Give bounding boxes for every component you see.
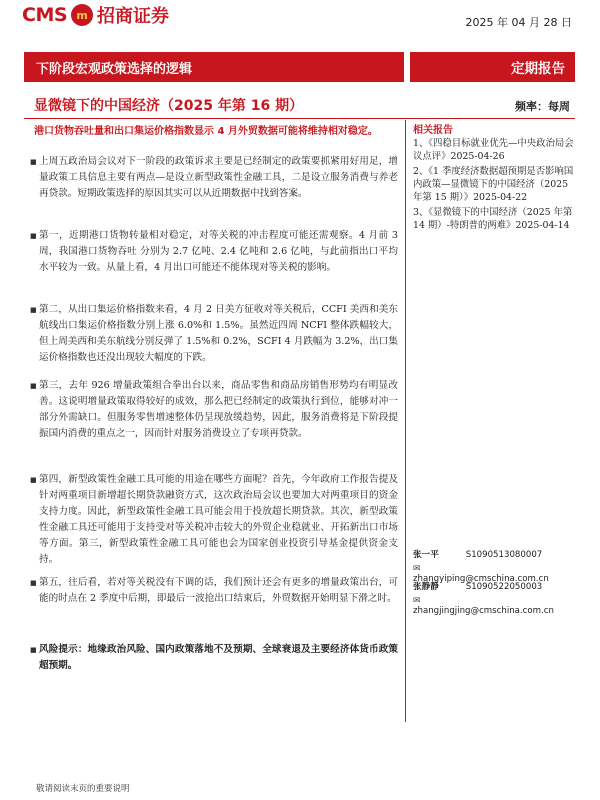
analyst-name: 张一平 (413, 550, 439, 560)
bullet-square-icon: ■ (30, 579, 37, 587)
analyst-email[interactable]: zhangyiping@cmschina.com.cn (413, 574, 549, 584)
bullet-text: 第二，从出口集运价格指数来看，4 月 2 日美方征收对等关税后，CCFI 美西和美东航线出口集运价格指数分别上涨 6.0%和 1.5%。虽然近四周 NCFI 整体跌幅较大，但上周美西和美东航线分别反弹了 1.5%和 0.2%，SCFI 4 月跌幅为 3.2%，出口集运价格指数也还没出现较大幅度的下跌。 (39, 304, 398, 363)
bullet-square-icon: ■ (30, 158, 37, 166)
analyst-name-row (413, 548, 542, 560)
bullet-text: 第一，近期港口货物转量相对稳定，对等关税的冲击程度可能还需观察。4 月前 3 周，我国港口货物吞吐 分别为 2.7 亿吨、2.4 亿吨和 2.6 亿吨，与此前指出口平均水平较为一致。从量上看，4 月出口可能还不能体现对等关税的影响。 (39, 230, 398, 273)
logo-mark-icon: m (71, 4, 93, 26)
related-reports-title: 相关报告 (413, 125, 453, 136)
bullet-paragraph (30, 228, 398, 276)
email-icon: ✉ (413, 596, 421, 606)
report-frequency: 频率：每周 (515, 100, 570, 113)
bullet-text: 上周五政治局会议对下一阶段的政策诉求主要是已经制定的政策要抓紧用好用足，增量政策工具信息主要有两点—是设立新型政策性金融工具，二是设立服务消费与养老再贷款。短期政策选择的原因其实可以从近期数据中找到答案。 (39, 156, 398, 199)
bullet-text: 第五，往后看，若对等关税没有下调的话，我们预计还会有更多的增量政策出台，可能的时点在 2 季度中后期，即最后一波抢出口结束后，外贸数据开始明显下滑之时。 (39, 577, 398, 604)
bullet-paragraph (30, 575, 398, 607)
bullet-paragraph (30, 154, 398, 202)
risk-warning (30, 642, 398, 674)
company-logo (22, 2, 169, 28)
footer-disclaimer: 敬请阅读末页的重要说明 (36, 784, 130, 794)
bullet-text: 第四，新型政策性金融工具可能的用途在哪些方面呢？首先，今年政府工作报告提及针对两重项目新增超长期贷款融资方式，这次政治局会议也要加大对两重项目的资金支持力度。因此，新型政策性金融工具可能会用于投放超长期贷款。其次，新型政策性金融工具还可能用于支持受对等关税冲击较大的外贸企业稳就业、开拓新出口市场等方面。第三，新型政策性金融工具可能也会为国家创业投资引导基金提供资金支持。 (39, 474, 398, 565)
bullet-square-icon: ■ (30, 382, 37, 390)
title-divider (24, 118, 575, 119)
analyst-email[interactable]: zhangjingjing@cmschina.com.cn (413, 606, 554, 616)
related-report-item[interactable]: 1、《四稳目标就业优先—中央政治局会议点评》2025-04-26 (413, 138, 574, 162)
bullet-paragraph (30, 378, 398, 442)
analyst-name: 张静静 (413, 582, 439, 592)
analyst-email-row (413, 596, 600, 616)
bullet-square-icon: ■ (30, 232, 37, 240)
logo-chinese-text: 招商证券 (97, 6, 170, 27)
analyst-cert-number: S1090522050003 (465, 582, 543, 592)
report-type-banner: 定期报告 (410, 52, 575, 82)
logo-latin-text: CMS (22, 4, 68, 26)
related-report-item[interactable]: 3、《显微镜下的中国经济（2025 年第 14 期）-特朗普的两难》2025-04-14 (413, 207, 573, 231)
related-reports-list (413, 137, 575, 234)
bullet-paragraph (30, 302, 398, 366)
bullet-square-icon: ■ (30, 306, 37, 314)
related-report-item[interactable]: 2、《1 季度经济数据超预期是否影响国内政策—显微镜下的中国经济（2025 年第 15 期）》2025-04-22 (413, 166, 574, 203)
bullet-square-icon: ■ (30, 476, 37, 484)
report-title: 显微镜下的中国经济（2025 年第 16 期） (34, 98, 304, 114)
report-date: 2025 年 04 月 28 日 (465, 16, 572, 29)
headline-summary: 港口货物吞吐量和出口集运价格指数显示 4 月外贸数据可能将维持相对稳定。 (34, 126, 378, 137)
bullet-paragraph (30, 472, 398, 568)
email-icon: ✉ (413, 564, 421, 574)
topic-banner: 下阶段宏观政策选择的逻辑 (24, 52, 404, 82)
risk-warning-text: 风险提示：地缘政治风险、国内政策落地不及预期、全球衰退及主要经济体货币政策超预期。 (39, 644, 398, 671)
bullet-square-icon: ■ (30, 646, 37, 654)
analyst-cert-number: S1090513080007 (465, 550, 543, 560)
sidebar-divider (405, 120, 406, 722)
analyst-name-row (413, 580, 542, 592)
bullet-text: 第三，去年 926 增量政策组合拳出台以来，商品零售和商品房销售形势均有明显改善。这说明增量政策取得较好的成效，那么把已经制定的政策执行到位，能够对冲一部分外需缺口。但服务零售增速整体仍呈现放缓趋势，因此，服务消费将是下阶段提振国内消费的重点之一，因而针对服务消费设立了专项再贷款。 (39, 380, 398, 439)
